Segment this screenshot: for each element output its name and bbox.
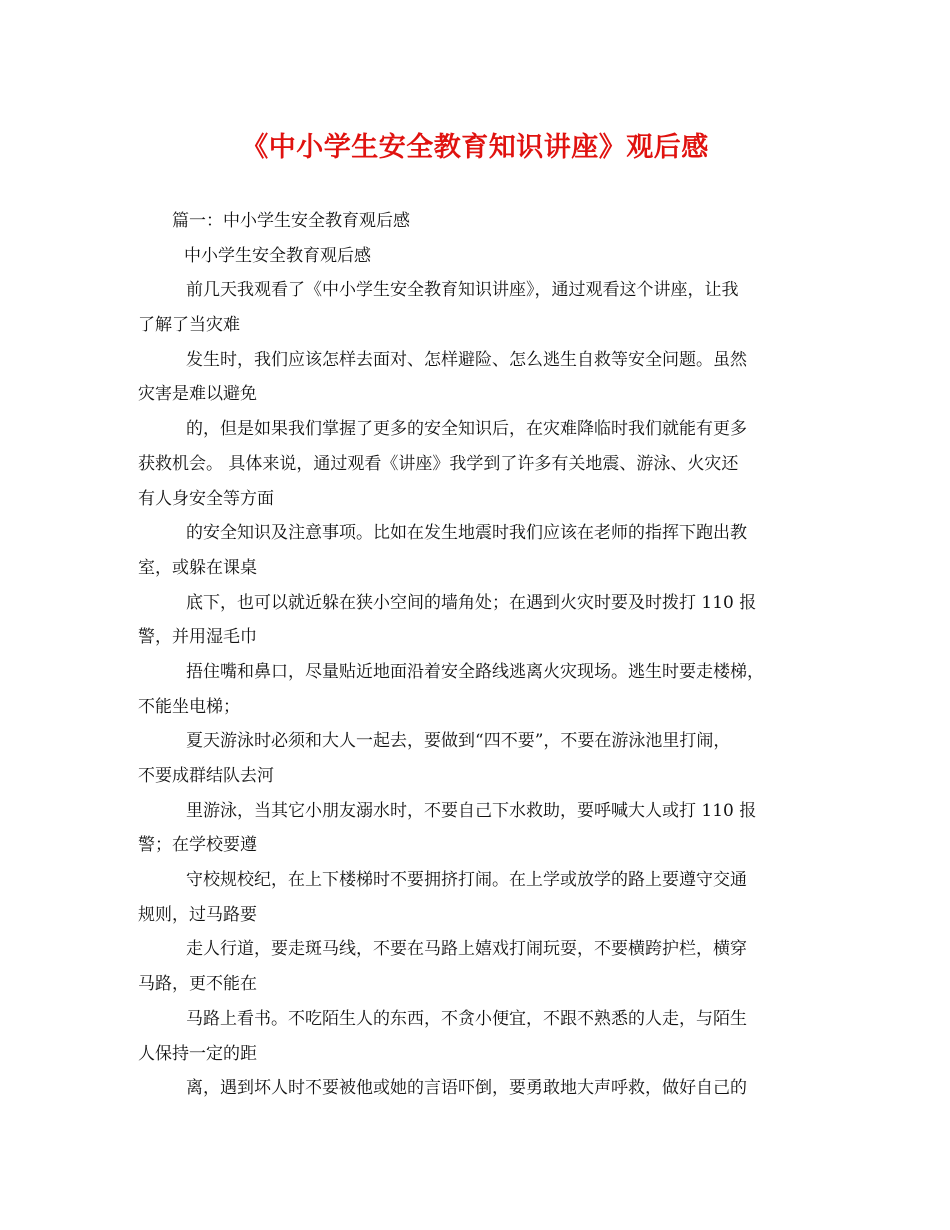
text-line: 马路上看书。不吃陌生人的东西，不贪小便宜，不跟不熟悉的人走，与陌生 bbox=[186, 1008, 747, 1029]
text-line: 不能坐电梯； bbox=[138, 696, 240, 717]
text-line: 的安全知识及注意事项。比如在发生地震时我们应该在老师的指挥下跑出教 bbox=[186, 523, 747, 544]
text-line: 底下，也可以就近躲在狭小空间的墙角处；在遇到火灾时要及时拨打 110 报 bbox=[186, 592, 757, 613]
essay-title: 中小学生安全教育观后感 bbox=[184, 245, 371, 266]
text-line: 人保持一定的距 bbox=[138, 1043, 257, 1064]
text-line: 灾害是难以避免 bbox=[138, 384, 257, 405]
text-line: 警；在学校要遵 bbox=[138, 835, 257, 856]
text-line: 室，或躲在课桌 bbox=[138, 557, 257, 578]
text-line: 不要成群结队去河 bbox=[138, 766, 274, 786]
document-body bbox=[138, 204, 828, 1106]
text-line: 夏天游泳时必须和大人一起去，要做到“四不要”，不要在游泳池里打闹， bbox=[186, 731, 731, 752]
section-heading: 篇一：中小学生安全教育观后感 bbox=[172, 211, 410, 231]
text-line: 获救机会。 具体来说，通过观看《讲座》我学到了许多有关地震、游泳、火灾还 bbox=[138, 453, 739, 474]
text-line: 守校规校纪，在上下楼梯时不要拥挤打闹。在上学或放学的路上要遵守交通 bbox=[186, 870, 747, 891]
text-line: 走人行道，要走斑马线，不要在马路上嬉戏打闹玩耍，不要横跨护栏，横穿 bbox=[186, 939, 747, 960]
text-line: 警，并用湿毛巾 bbox=[138, 627, 257, 648]
text-line: 规则，过马路要 bbox=[138, 904, 257, 925]
text-line: 有人身安全等方面 bbox=[138, 488, 274, 509]
text-line: 捂住嘴和鼻口，尽量贴近地面沿着安全路线逃离火灾现场。逃生时要走楼梯， bbox=[186, 661, 764, 682]
text-line: 了解了当灾难 bbox=[138, 315, 240, 336]
text-line: 里游泳，当其它小朋友溺水时，不要自己下水救助，要呼喊大人或打 110 报 bbox=[186, 800, 757, 821]
text-line: 离，遇到坏人时不要被他或她的言语吓倒，要勇敢地大声呼救，做好自己的 bbox=[186, 1078, 747, 1099]
text-line: 发生时，我们应该怎样去面对、怎样避险、怎么逃生自救等安全问题。虽然 bbox=[186, 349, 747, 370]
text-line: 的，但是如果我们掌握了更多的安全知识后，在灾难降临时我们就能有更多 bbox=[186, 419, 747, 440]
text-line: 前几天我观看了《中小学生安全教育知识讲座》，通过观看这个讲座，让我 bbox=[186, 280, 739, 301]
document-title: 《中小学生安全教育知识讲座》观后感 bbox=[241, 132, 709, 163]
text-line: 马路，更不能在 bbox=[138, 974, 257, 995]
